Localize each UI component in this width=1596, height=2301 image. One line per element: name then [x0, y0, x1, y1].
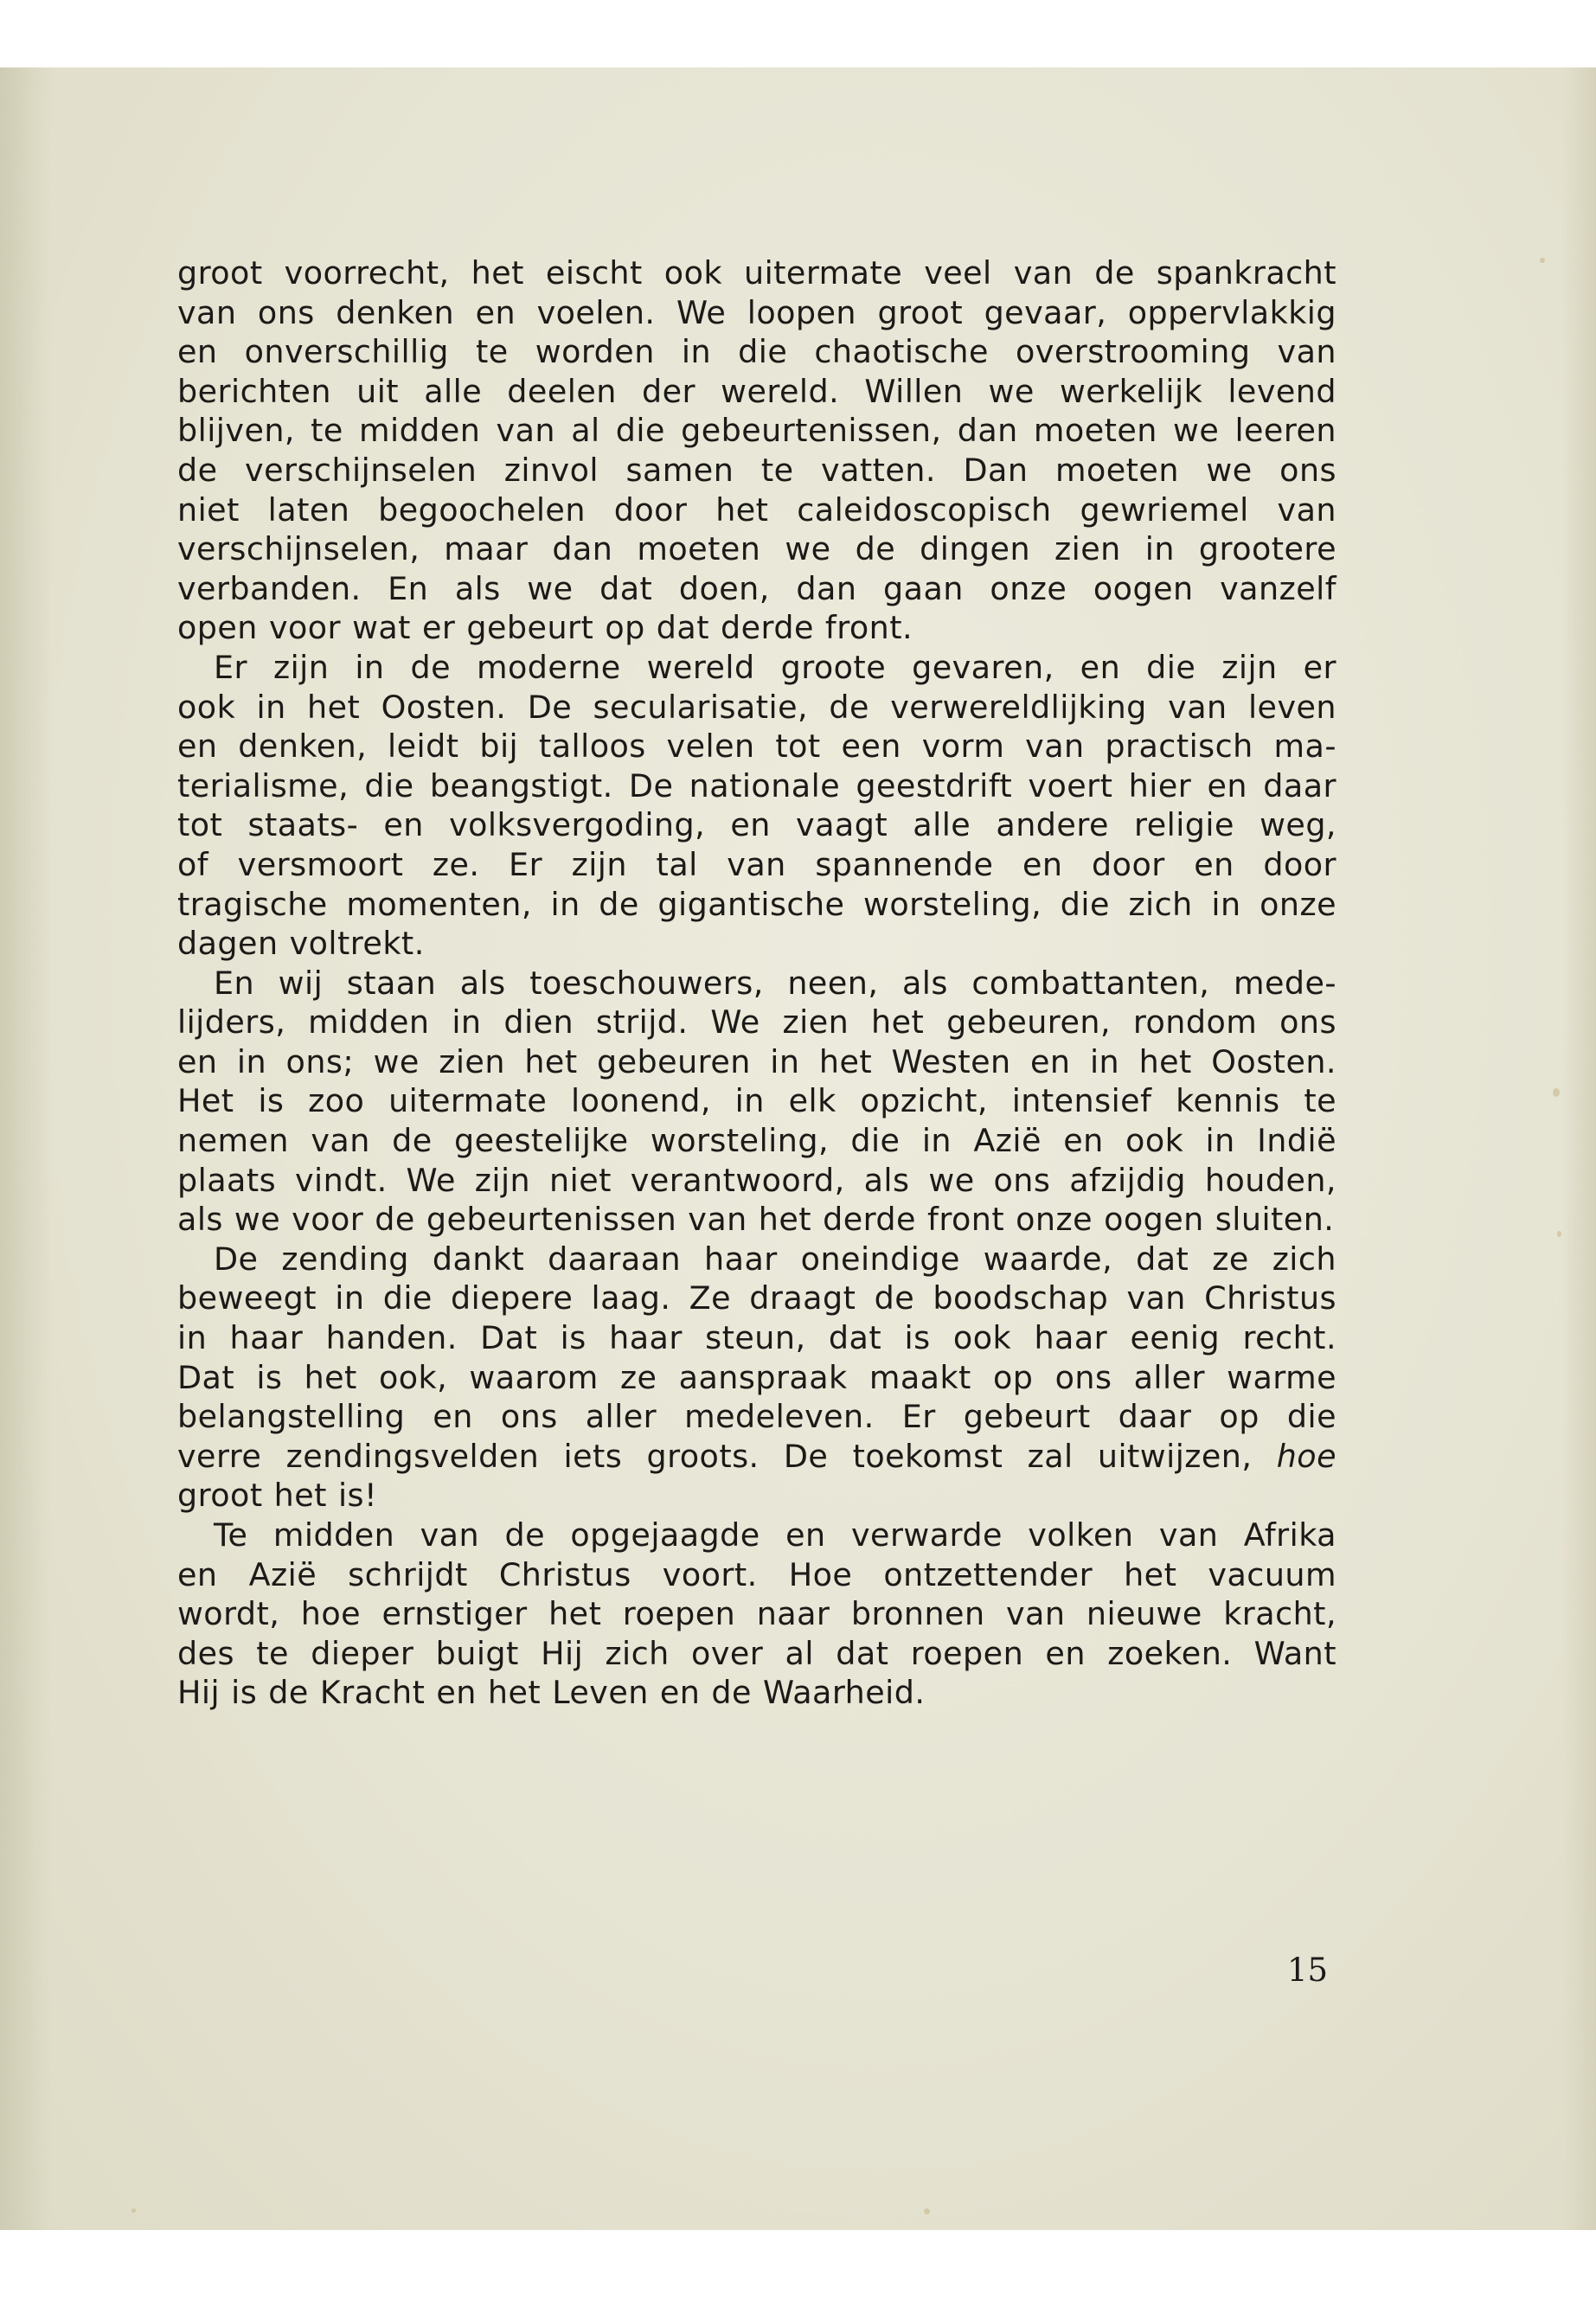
text-line: en onverschillig te worden in die chaotische overstrooming van: [177, 333, 1336, 371]
text-line: verbanden. En als we dat doen, dan gaan onze oogen vanzelf: [177, 569, 1336, 607]
text-line: wordt, hoe ernstiger het roepen naar bronnen van nieuwe kracht,: [177, 1595, 1336, 1633]
text-line: lijders, midden in dien strijd. We zien het gebeuren, rondom ons: [177, 1003, 1336, 1042]
text-line: des te dieper buigt Hij zich over al dat roepen en zoeken. Want: [177, 1634, 1336, 1672]
paragraph-4: [177, 1240, 1336, 1516]
text-line: plaats vindt. We zijn niet verantwoord, als we ons afzijdig houden,: [177, 1161, 1336, 1199]
text-line: Dat is het ook, waarom ze aanspraak maakt op ons aller warme: [177, 1358, 1336, 1396]
text-line: tot staats- en volksvergoding, en vaagt alle andere religie weg,: [177, 806, 1336, 844]
page-number: 15: [1287, 1952, 1329, 1989]
text-line: als we voor de gebeurtenissen van het derde front onze oogen sluiten.: [177, 1201, 1335, 1239]
text-line: verschijnselen, maar dan moeten we de dingen zien in grootere: [177, 530, 1336, 568]
text-line: beweegt in die diepere laag. Ze draagt de boodschap van Christus: [177, 1279, 1336, 1317]
text-line: groot voorrecht, het eischt ook uitermate veel van de spankracht: [177, 254, 1336, 292]
text-line: en denken, leidt bij talloos velen tot een vorm van practisch ma-: [177, 727, 1336, 766]
scanned-page: [0, 67, 1596, 2230]
text-line: niet laten begoochelen door het caleidoscopisch gewriemel van: [177, 490, 1336, 529]
text-line: De zending dankt daaraan haar oneindige waarde, dat ze zich: [214, 1240, 1336, 1278]
text-line: En wij staan als toeschouwers, neen, als combattanten, mede-: [214, 964, 1336, 1002]
text-line: de verschijnselen zinvol samen te vatten. Dan moeten we ons: [177, 451, 1336, 489]
italic-word: hoe: [1276, 1437, 1336, 1475]
text-line: van ons denken en voelen. We loopen groot gevaar, oppervlakkig: [177, 293, 1336, 331]
paragraph-5: [177, 1516, 1336, 1713]
text-line: belangstelling en ons aller medeleven. Er gebeurt daar op die: [177, 1398, 1336, 1436]
paper-speck: [1540, 258, 1545, 263]
paragraph-1: [177, 253, 1336, 648]
text-line: ook in het Oosten. De secularisatie, de verwereldlijking van leven: [177, 688, 1336, 726]
paper-speck: [924, 2208, 930, 2214]
text-line-with-italic: [177, 1437, 1336, 1477]
paragraph-3: [177, 964, 1336, 1240]
body-text: [177, 253, 1336, 1713]
text-line: berichten uit alle deelen der wereld. Willen we werkelijk levend: [177, 372, 1336, 410]
text-line: of versmoort ze. Er zijn tal van spannende en door en door: [177, 845, 1336, 883]
text-line: in haar handen. Dat is haar steun, dat is ook haar eenig recht.: [177, 1319, 1336, 1357]
text-line: Te midden van de opgejaagde en verwarde volken van Afrika: [214, 1516, 1336, 1554]
paper-speck: [131, 2208, 136, 2213]
text-line: dagen voltrekt.: [177, 925, 425, 963]
paragraph-2: [177, 648, 1336, 964]
text-line: open voor wat er gebeurt op dat derde front.: [177, 609, 913, 647]
text-line: en in ons; we zien het gebeuren in het Westen en in het Oosten.: [177, 1042, 1336, 1080]
text-line: en Azië schrijdt Christus voort. Hoe ontzettender het vacuum: [177, 1555, 1336, 1593]
text-segment: verre zendingsvelden iets groots. De toekomst zal uitwijzen,: [177, 1437, 1253, 1475]
paper-speck: [1557, 1231, 1561, 1237]
text-line: Het is zoo uitermate loonend, in elk opzicht, intensief kennis te: [177, 1082, 1336, 1120]
text-line: blijven, te midden van al die gebeurtenissen, dan moeten we leeren: [177, 412, 1336, 450]
text-line: tragische momenten, in de gigantische worsteling, die zich in onze: [177, 885, 1336, 923]
text-line: Er zijn in de moderne wereld groote gevaren, en die zijn er: [214, 648, 1336, 686]
paper-speck: [1553, 1088, 1560, 1097]
text-line: groot het is!: [177, 1477, 378, 1515]
text-line: Hij is de Kracht en het Leven en de Waarheid.: [177, 1674, 926, 1712]
text-line: nemen van de geestelijke worsteling, die in Azië en ook in Indië: [177, 1122, 1336, 1160]
text-line: terialisme, die beangstigt. De nationale geestdrift voert hier en daar: [177, 766, 1336, 804]
